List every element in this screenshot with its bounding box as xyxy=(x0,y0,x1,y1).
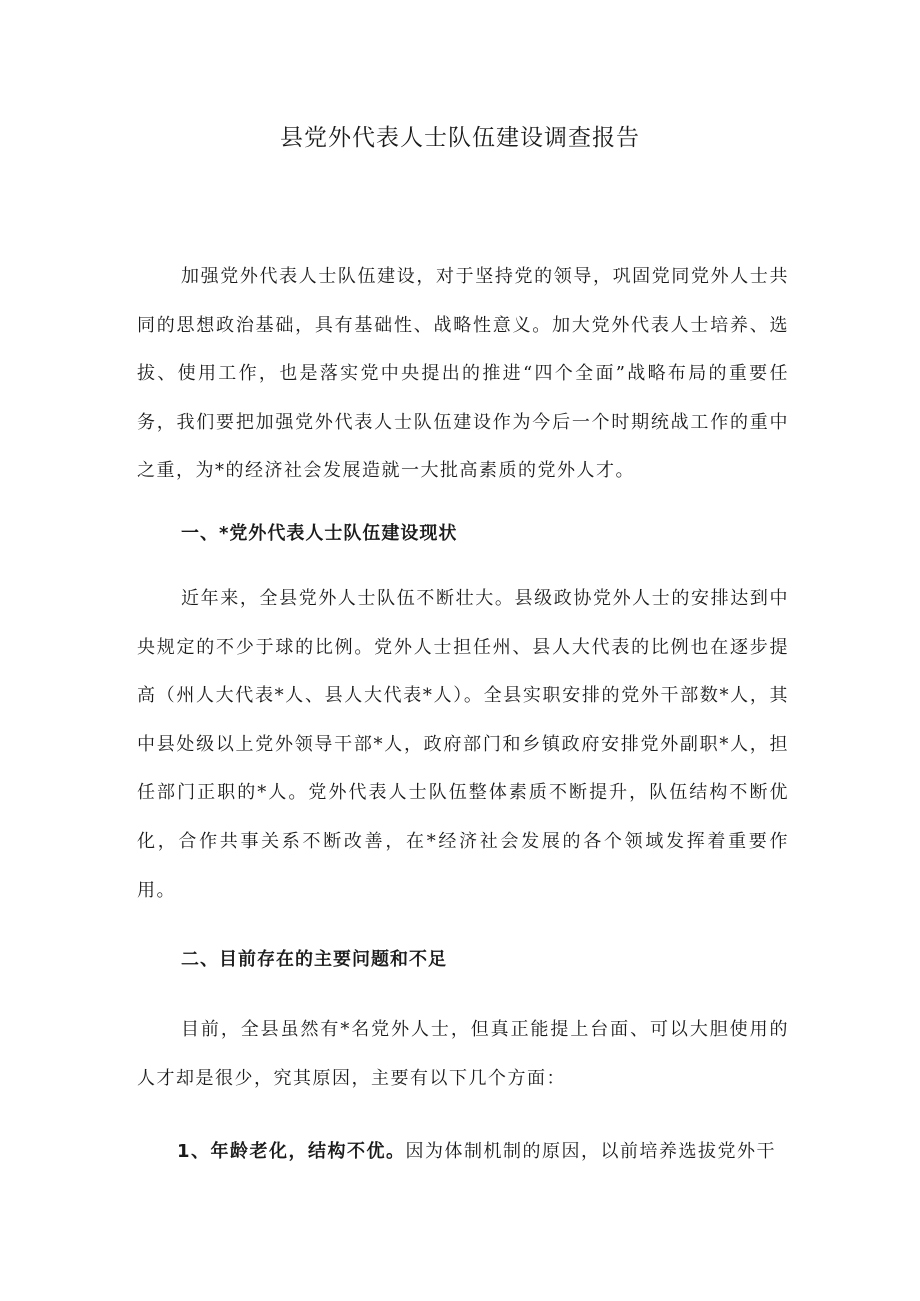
item-1-lead: 1、年龄老化，结构不优。 xyxy=(177,1141,406,1162)
document-title: 县党外代表人士队伍建设调查报告 xyxy=(280,125,640,151)
section-1-paragraph: 近年来，全县党外人士队伍不断壮大。县级政协党外人士的安排达到中央规定的不少于球的比例。党外人士担任州、县人大代表的比例也在逐步提高（州人大代表*人、县人大代表*人）。全县实职安排的党外干部数*人，其中县处级以上党外领导干部*人，政府部门和乡镇政府安排党外副职*人，担任部门正职的*人。党外代表人士队伍整体素质不断提升，队伍结构不断优化，合作共事关系不断改善，在*经济社会发展的各个领域发挥着重要作用。 xyxy=(137,588,789,901)
section-2-paragraph: 目前，全县虽然有*名党外人士，但真正能提上台面、可以大胆使用的人才却是很少，究其原因，主要有以下几个方面： xyxy=(137,1019,789,1089)
item-1-text: 因为体制机制的原因，以前培养选拔党外干 xyxy=(405,1141,777,1162)
section-2-heading: 二、目前存在的主要问题和不足 xyxy=(181,949,447,970)
intro-paragraph: 加强党外代表人士队伍建设，对于坚持党的领导，巩固党同党外人士共同的思想政治基础，具有基础性、战略性意义。加大党外代表人士培养、选拔、使用工作，也是落实党中央提出的推进“四个全面”战略布局的重要任务，我们要把加强党外代表人士队伍建设作为今后一个时期统战工作的重中之重，为*的经济社会发展造就一大批高素质的党外人才。 xyxy=(137,266,789,482)
section-1-heading: 一、*党外代表人士队伍建设现状 xyxy=(181,523,458,544)
section-2-item-1 xyxy=(137,1128,789,1177)
